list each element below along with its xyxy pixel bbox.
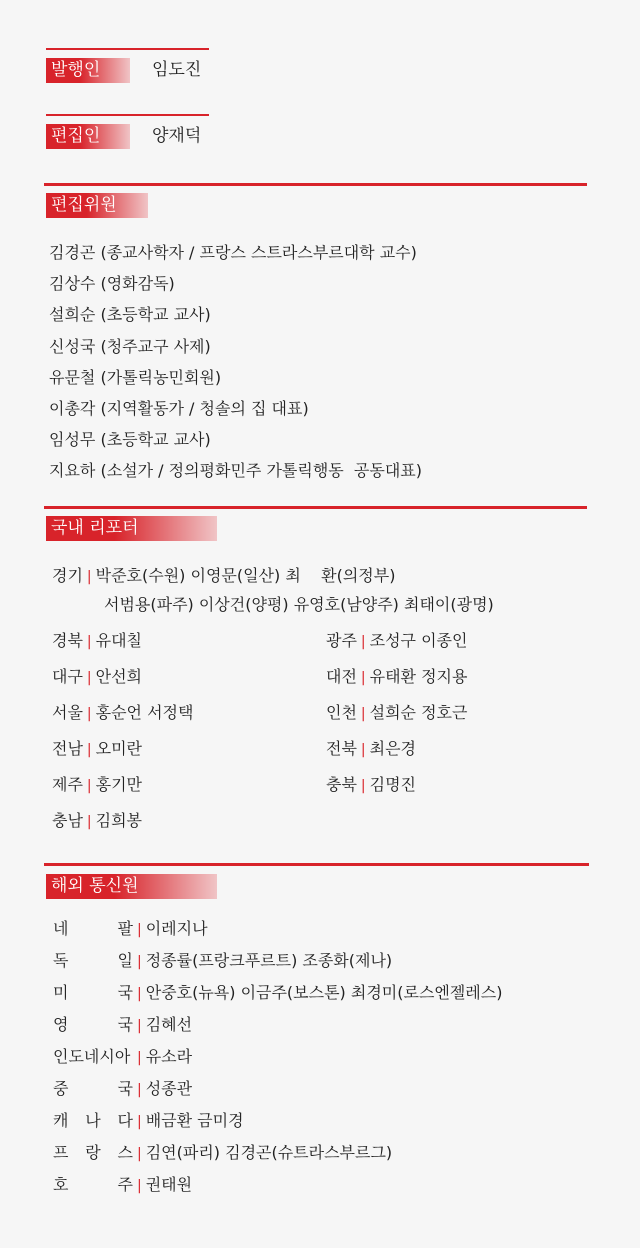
domestic-rule <box>44 506 587 509</box>
country-label: 네 팔 <box>53 919 133 938</box>
domestic-row <box>52 666 142 689</box>
country-label: 영 국 <box>53 1015 133 1034</box>
overseas-rule <box>44 863 589 866</box>
domestic-row <box>52 810 142 833</box>
reporter-names: 안선희 <box>95 667 143 686</box>
domestic-label: 국내 리포터 <box>46 516 217 541</box>
country-label: 인도네시아 <box>53 1047 131 1066</box>
overseas-row <box>53 1174 192 1197</box>
domestic-row <box>326 774 416 797</box>
correspondent-names: 배금환 금미경 <box>145 1111 244 1130</box>
overseas-label: 해외 통신원 <box>46 874 217 899</box>
reporter-names: 박준호(수원) 이영문(일산) 최 환(의정부) <box>95 566 396 585</box>
overseas-row <box>53 950 392 973</box>
domestic-row <box>326 666 467 689</box>
region-label: 충남 <box>52 811 83 830</box>
publisher-name: 임도진 <box>152 60 202 80</box>
separator: | <box>86 706 92 722</box>
separator: | <box>137 1082 142 1098</box>
country-label: 호 주 <box>53 1175 133 1194</box>
reporter-names: 서범용(파주) 이상건(양평) 유영호(남양주) 최태이(광명) <box>104 595 494 614</box>
reporter-names: 유태환 정지용 <box>369 667 468 686</box>
committee-member: 신성국 (청주교구 사제) <box>49 336 211 356</box>
separator: | <box>360 670 366 686</box>
correspondent-names: 안중호(뉴욕) 이금주(보스톤) 최경미(로스엔젤레스) <box>145 983 503 1002</box>
overseas-row <box>53 1014 192 1037</box>
separator: | <box>86 670 92 686</box>
publisher-label: 발행인 <box>46 58 130 83</box>
reporter-names: 김명진 <box>369 775 417 794</box>
committee-member: 김경곤 (종교사학자 / 프랑스 스트라스부르대학 교수) <box>49 243 417 262</box>
country-label: 캐 나 다 <box>53 1111 133 1130</box>
country-label: 미 국 <box>53 983 133 1002</box>
committee-rule <box>44 183 587 186</box>
separator: | <box>360 778 366 794</box>
region-label: 경북 <box>52 631 83 650</box>
separator: | <box>137 1050 142 1066</box>
separator: | <box>137 1018 142 1034</box>
reporter-names: 홍순언 서정택 <box>95 703 194 722</box>
reporter-names: 오미란 <box>95 739 143 758</box>
country-label: 프 랑 스 <box>53 1143 133 1162</box>
correspondent-names: 김혜선 <box>145 1015 193 1034</box>
committee-member: 유문철 (가톨릭농민회원) <box>49 367 222 387</box>
overseas-row <box>53 982 502 1005</box>
separator: | <box>137 1146 142 1162</box>
domestic-row <box>52 630 142 653</box>
region-label: 제주 <box>52 775 83 794</box>
separator: | <box>360 742 366 758</box>
committee-label: 편집위원 <box>46 193 148 218</box>
committee-member: 김상수 (영화감독) <box>49 274 175 294</box>
correspondent-names: 김연(파리) 김경곤(슈트라스부르그) <box>145 1143 393 1162</box>
separator: | <box>86 778 92 794</box>
reporter-names: 홍기만 <box>95 775 143 794</box>
separator: | <box>86 742 92 758</box>
reporter-names: 조성구 이종인 <box>369 631 468 650</box>
editor-name: 양재덕 <box>152 126 202 146</box>
reporter-names: 김희봉 <box>95 811 143 830</box>
domestic-row <box>52 702 193 725</box>
domestic-row <box>52 738 142 761</box>
correspondent-names: 권태원 <box>145 1175 193 1194</box>
correspondent-names: 이레지나 <box>145 919 208 938</box>
separator: | <box>360 706 366 722</box>
reporter-names: 유대칠 <box>95 631 143 650</box>
region-label: 서울 <box>52 703 83 722</box>
domestic-row <box>326 630 467 653</box>
committee-member: 지요하 (소설가 / 정의평화민주 가톨릭행동 공동대표) <box>49 461 422 481</box>
overseas-row <box>53 1046 192 1069</box>
reporter-names: 최은경 <box>369 739 417 758</box>
domestic-row-gyeonggi-2 <box>104 594 494 616</box>
region-label: 대전 <box>326 667 357 686</box>
publisher-rule <box>46 48 209 50</box>
domestic-row-gyeonggi <box>52 565 395 588</box>
reporter-names: 설희순 정호근 <box>369 703 468 722</box>
region-label: 전북 <box>326 739 357 758</box>
overseas-row <box>53 1110 244 1133</box>
editor-rule <box>46 114 209 116</box>
overseas-row <box>53 1142 392 1165</box>
overseas-row <box>53 1078 192 1101</box>
committee-member: 임성무 (초등학교 교사) <box>49 430 211 450</box>
region-label: 경기 <box>52 566 83 585</box>
separator: | <box>86 814 92 830</box>
overseas-row <box>53 918 208 941</box>
region-label: 인천 <box>326 703 357 722</box>
separator: | <box>360 634 366 650</box>
correspondent-names: 성종관 <box>145 1079 193 1098</box>
domestic-row <box>326 738 416 761</box>
domestic-row <box>326 702 467 725</box>
region-label: 전남 <box>52 739 83 758</box>
committee-member: 이총각 (지역활동가 / 청솔의 집 대표) <box>49 399 309 418</box>
separator: | <box>137 1114 142 1130</box>
correspondent-names: 정종률(프랑크푸르트) 조종화(제나) <box>145 951 393 970</box>
country-label: 중 국 <box>53 1079 133 1098</box>
separator: | <box>86 634 92 650</box>
domestic-row <box>52 774 142 797</box>
separator: | <box>137 1178 142 1194</box>
correspondent-names: 유소라 <box>145 1047 193 1066</box>
region-label: 대구 <box>52 667 83 686</box>
separator: | <box>137 954 142 970</box>
region-label: 광주 <box>326 631 357 650</box>
separator: | <box>137 922 142 938</box>
separator: | <box>86 569 92 585</box>
country-label: 독 일 <box>53 951 133 970</box>
separator: | <box>137 986 142 1002</box>
editor-label: 편집인 <box>46 124 130 149</box>
region-label: 충북 <box>326 775 357 794</box>
committee-member: 설희순 (초등학교 교사) <box>49 305 211 325</box>
